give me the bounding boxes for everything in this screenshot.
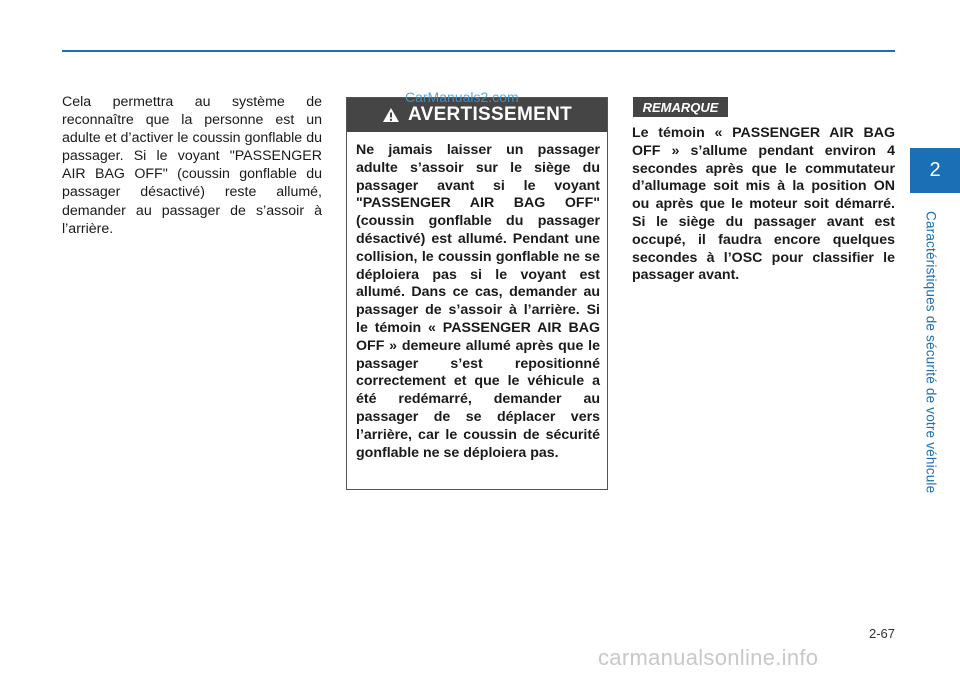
warning-text: Ne jamais laisser un passager adulte s’assoir sur le siège du passager avant si le voyant "PASSENGER AIR BAG OFF" (coussin gonflable du passager désactivé) est allumé. Pendant une collision, le coussin gonflable ne se déploiera pas si le voyant est allumé. Dans ce cas, demander au passager de s’assoir à l’arrière. Si le témoin « PASSENGER AIR BAG OFF » demeure allumé après que le passager s’est repositionné correctement et que le véhicule a été redémarré, demander au passager de se déplacer vers l’arrière, car le coussin de sécurité gonflable ne se déploiera pas. [356,142,600,461]
chapter-title-vertical [920,200,942,505]
warning-triangle-icon [382,107,400,123]
watermark-footer[interactable]: carmanualsonline.info [598,645,819,670]
warning-box [346,97,608,490]
remark-text: Le témoin « PASSENGER AIR BAG OFF » s’allume pendant environ 4 secondes après que le commutateur d’allumage soit mis à la position ON ou après que le moteur soit démarré. Si le siège du passager avant est occupé, il faudra encore quelques secondes à l’OSC pour classifier le passager avant. [632,125,895,284]
warning-title: AVERTISSEMENT [407,104,572,125]
watermark-top[interactable]: CarManuals2.com [405,89,519,105]
top-divider [62,50,895,52]
chapter-number-tab: 2 [910,148,960,193]
remark-tag: REMARQUE [633,97,728,117]
page-number: 2-67 [868,626,895,641]
left-column-text: Cela permettra au système de reconnaître que la personne est un adulte et d’activer le coussin gonflable du passager. Si le voyant "PASSENGER AIR BAG OFF" (coussin gonflable du passager désactivé) reste allumé, demander au passager de s’assoir à l’arrière. [62,94,322,237]
chapter-title-text: Caractéristiques de sécurité de votre véhicule [923,211,939,494]
